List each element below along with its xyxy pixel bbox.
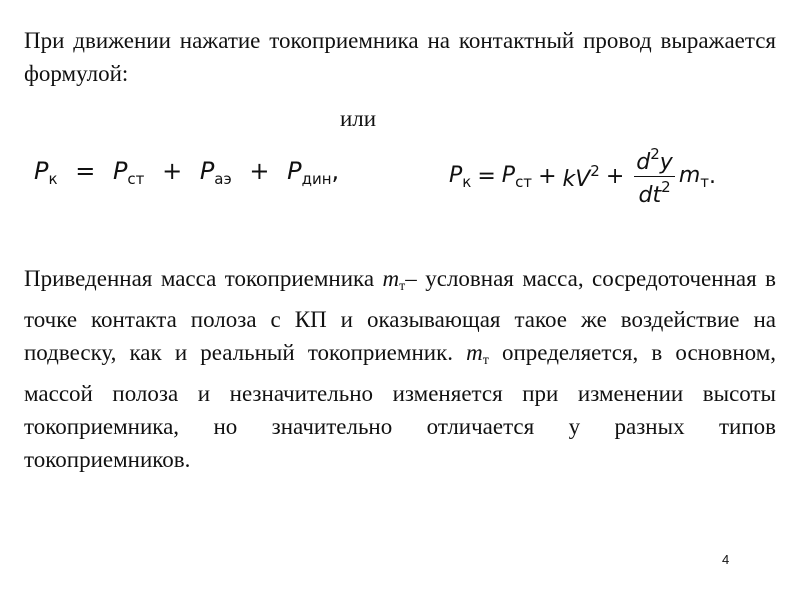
formula2-sub-st: ст <box>515 172 533 191</box>
para2-sub-1: т <box>399 279 406 294</box>
para2-m-symbol-2: m <box>466 340 483 365</box>
formula1-sub-az: аэ <box>214 170 232 188</box>
formula2-sub-t: т <box>700 172 710 191</box>
formula2-kv: kV <box>562 166 591 192</box>
formula1-comma: , <box>331 157 340 185</box>
formula1-p-st: P <box>112 157 128 185</box>
formula1-p-k: P <box>34 157 49 185</box>
para2-m-symbol-1: m <box>382 266 400 291</box>
reduced-mass-paragraph <box>24 262 776 476</box>
formula1-eq: = <box>75 157 96 185</box>
formula2-den-dt: dt <box>638 183 662 208</box>
formula1-sub-st: ст <box>127 170 145 188</box>
formula2-num-d: d <box>636 150 651 175</box>
para2-middle: – условная масса, сосредоточенная в точке контакта полоза с КП и оказывающая такое же воздействие на подвеску, как и реальный токоприемник. <box>24 266 776 365</box>
formula2-plus-2: + <box>605 164 625 189</box>
formula2-p-st: P <box>501 162 516 188</box>
formula2-eq: = <box>477 164 496 189</box>
formula2-exp-v: 2 <box>590 161 600 180</box>
formula2-den-exp: 2 <box>661 178 671 196</box>
formula1-sub-din: дин <box>301 170 332 188</box>
formula1-plus-1: + <box>162 157 183 185</box>
formula2-p-k: P <box>449 162 463 188</box>
formula1-sub-k: к <box>48 170 58 188</box>
formula2-plus-1: + <box>538 164 557 189</box>
formula1-p-din: P <box>287 157 302 185</box>
formula1-plus-2: + <box>249 157 270 185</box>
formula2-num-exp: 2 <box>650 145 660 163</box>
formula2-num-y: y <box>659 150 673 175</box>
formula2-period: . <box>709 164 717 189</box>
page-number: 4 <box>722 552 730 567</box>
para2-end: определяется, в основном, массой полоза и незначительно изменяется при изменении высоты токоприемника, но значительно отличается у разных типов токоприемников. <box>24 340 776 472</box>
formula1-p-az: P <box>199 157 215 185</box>
formula-pressure-dynamic <box>449 145 716 208</box>
formula2-derivative-fraction <box>634 145 675 208</box>
or-label: или <box>340 106 377 131</box>
formula2-m: m <box>678 162 701 188</box>
formula-pressure-sum <box>34 157 339 188</box>
intro-paragraph: При движении нажатие токоприемника на контактный провод выражается формулой: <box>24 28 776 86</box>
para2-sub-2: т <box>482 353 489 368</box>
formula2-sub-k: к <box>462 172 472 191</box>
para2-start: Приведенная масса токоприемника <box>24 266 383 291</box>
